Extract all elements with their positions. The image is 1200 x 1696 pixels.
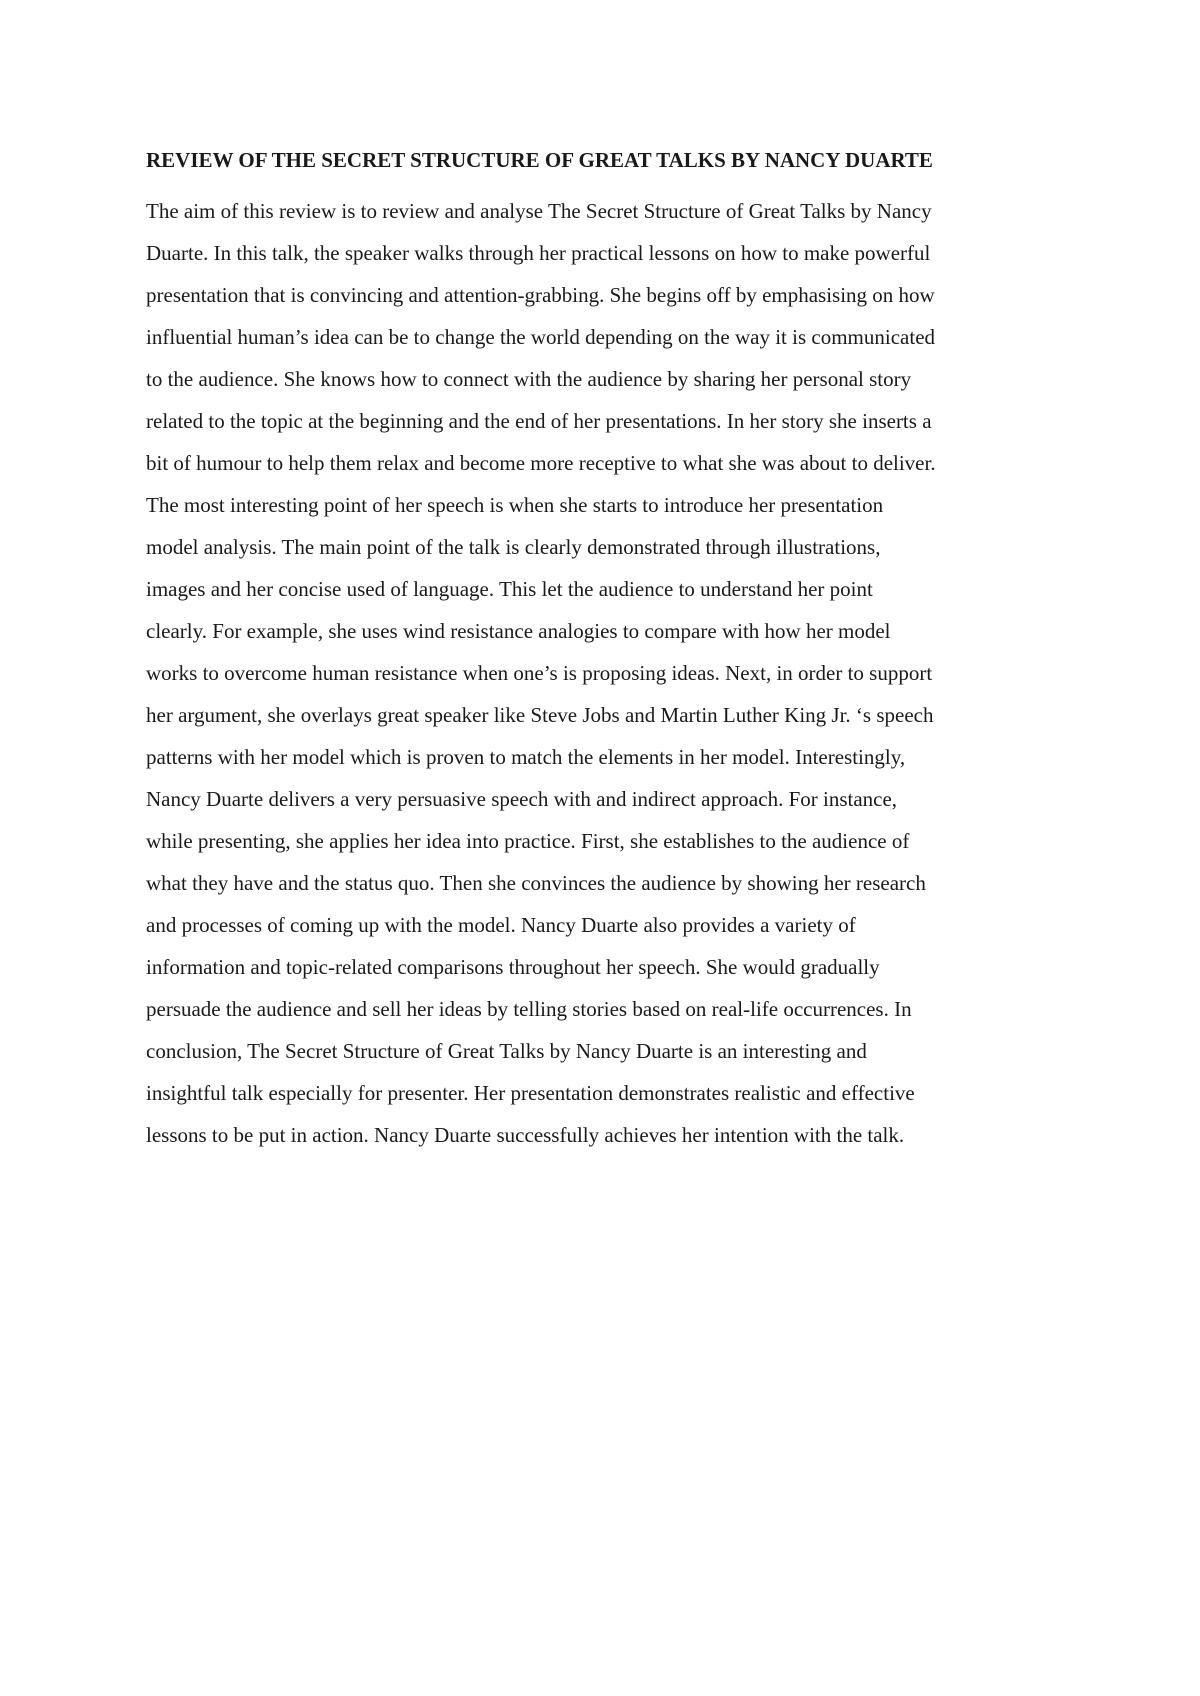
paragraph-line: works to overcome human resistance when one’s is proposing ideas. Next, in order to support bbox=[146, 661, 933, 685]
review-paragraph bbox=[146, 190, 1066, 1156]
paragraph-line: Nancy Duarte delivers a very persuasive speech with and indirect approach. For instance, bbox=[146, 787, 898, 811]
paragraph-line: Duarte. In this talk, the speaker walks through her practical lessons on how to make powerful bbox=[146, 241, 931, 265]
paragraph-line: while presenting, she applies her idea into practice. First, she establishes to the audience of bbox=[146, 829, 910, 853]
document-content bbox=[146, 148, 1066, 1156]
paragraph-line: persuade the audience and sell her ideas by telling stories based on real-life occurrences. In bbox=[146, 997, 912, 1021]
paragraph-line: presentation that is convincing and attention-grabbing. She begins off by emphasising on how bbox=[146, 283, 935, 307]
paragraph-line: influential human’s idea can be to change the world depending on the way it is communicated bbox=[146, 325, 936, 349]
paragraph-line: her argument, she overlays great speaker like Steve Jobs and Martin Luther King Jr. ‘s speech bbox=[146, 703, 934, 727]
paragraph-line: what they have and the status quo. Then she convinces the audience by showing her research bbox=[146, 871, 926, 895]
document-title: REVIEW OF THE SECRET STRUCTURE OF GREAT TALKS BY NANCY DUARTE bbox=[146, 148, 933, 172]
paragraph-line: model analysis. The main point of the talk is clearly demonstrated through illustrations, bbox=[146, 535, 881, 559]
paragraph-line: images and her concise used of language. This let the audience to understand her point bbox=[146, 577, 873, 601]
paragraph-line: insightful talk especially for presenter. Her presentation demonstrates realistic and effective bbox=[146, 1081, 915, 1105]
paragraph-line: lessons to be put in action. Nancy Duarte successfully achieves her intention with the talk. bbox=[146, 1123, 905, 1147]
paragraph-line: clearly. For example, she uses wind resistance analogies to compare with how her model bbox=[146, 619, 891, 643]
paragraph-line: The aim of this review is to review and analyse The Secret Structure of Great Talks by Nancy bbox=[146, 199, 932, 223]
paragraph-line: patterns with her model which is proven to match the elements in her model. Interestingly, bbox=[146, 745, 906, 769]
paragraph-line: related to the topic at the beginning and the end of her presentations. In her story she inserts a bbox=[146, 409, 932, 433]
paragraph-line: bit of humour to help them relax and become more receptive to what she was about to deliver. bbox=[146, 451, 936, 475]
paragraph-line: conclusion, The Secret Structure of Great Talks by Nancy Duarte is an interesting and bbox=[146, 1039, 867, 1063]
paragraph-line: The most interesting point of her speech is when she starts to introduce her presentation bbox=[146, 493, 884, 517]
paragraph-line: and processes of coming up with the model. Nancy Duarte also provides a variety of bbox=[146, 913, 856, 937]
paragraph-line: to the audience. She knows how to connect with the audience by sharing her personal story bbox=[146, 367, 912, 391]
paragraph-line: information and topic-related comparisons throughout her speech. She would gradually bbox=[146, 955, 880, 979]
